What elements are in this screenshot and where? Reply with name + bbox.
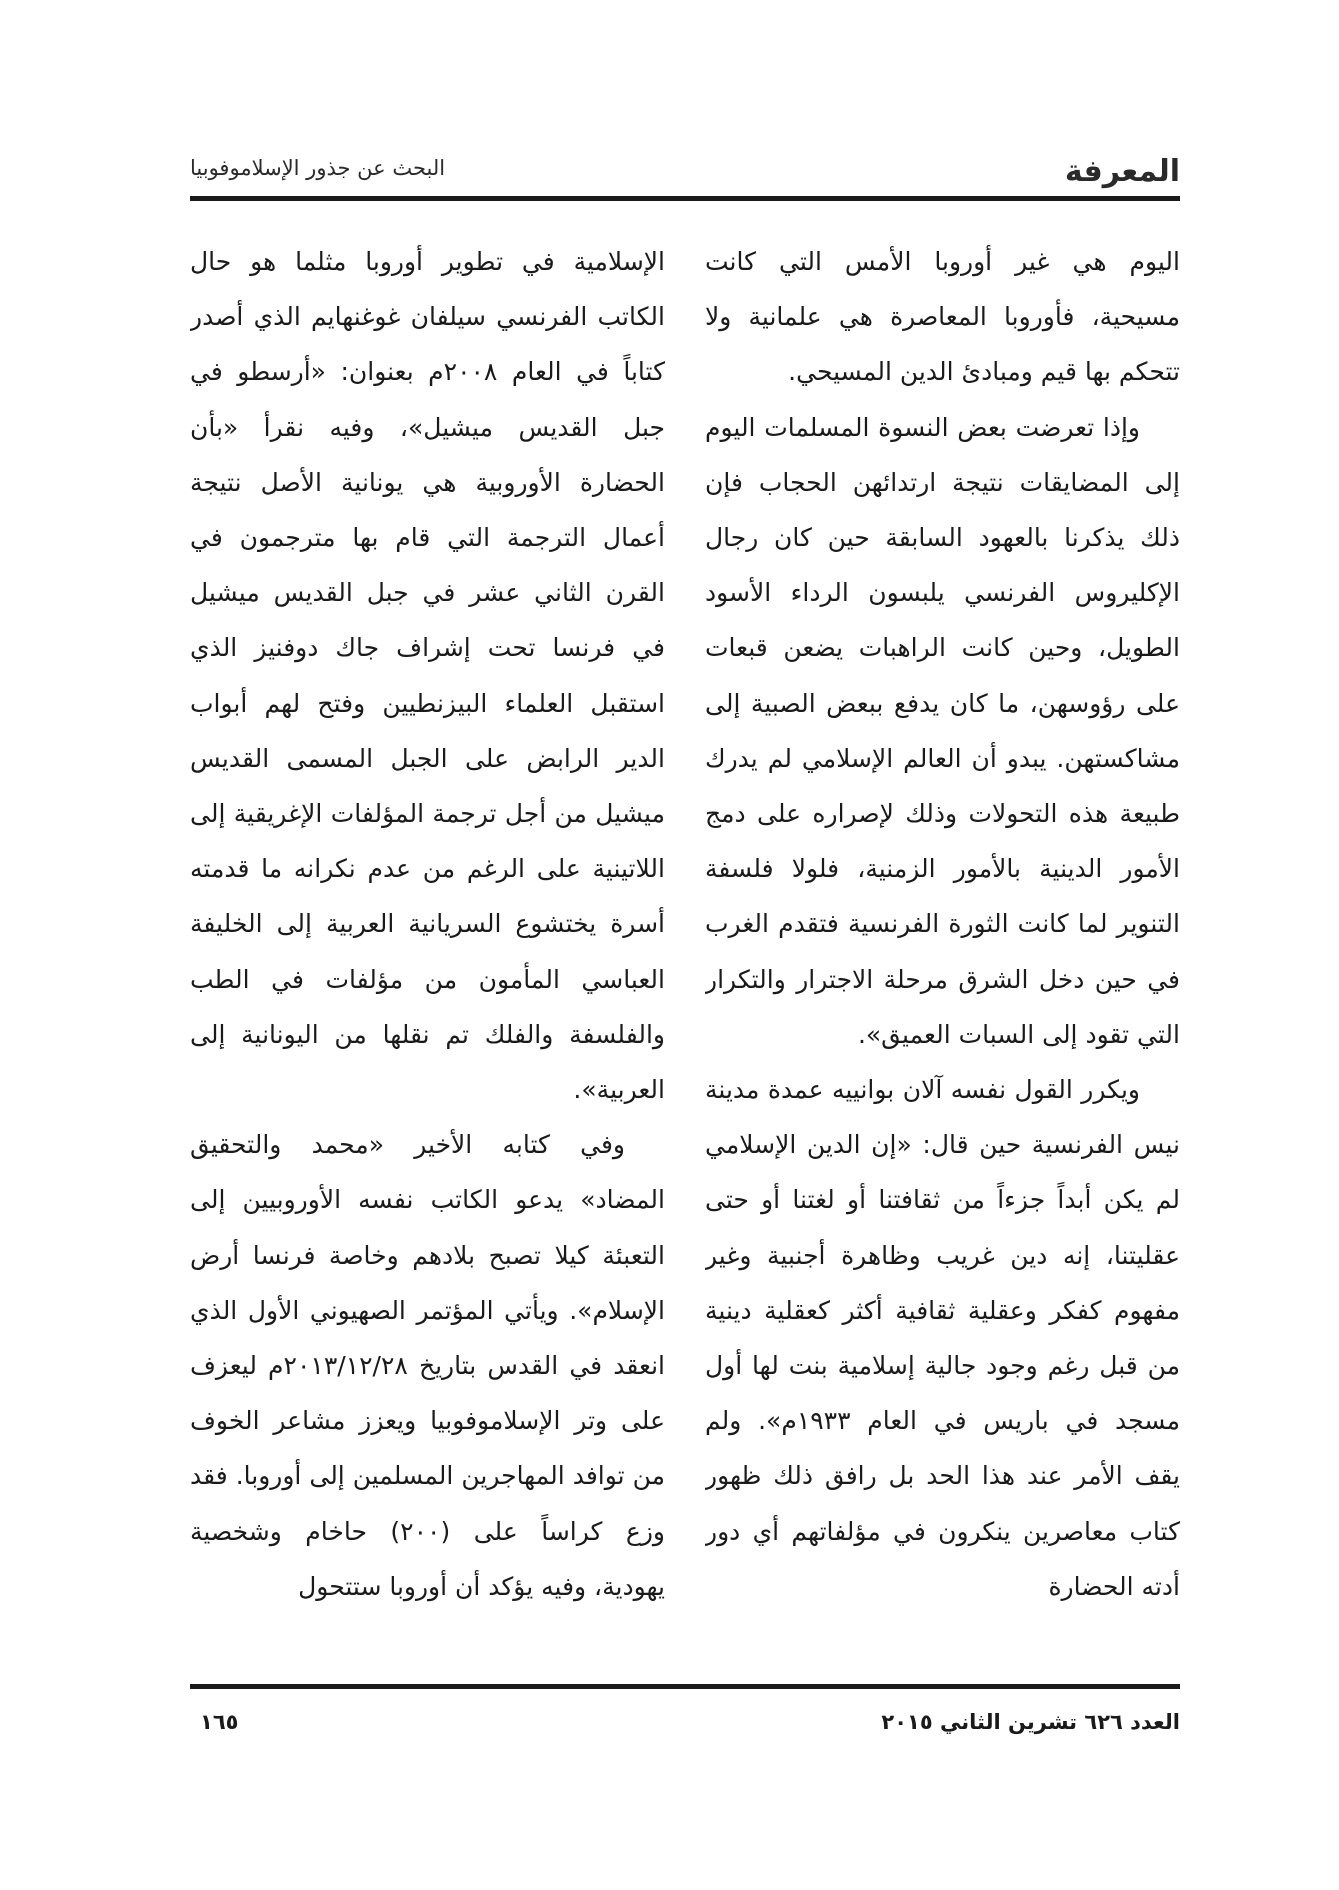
issue-info: العدد ٦٢٦ تشرين الثاني ٢٠١٥ [881, 1710, 1180, 1734]
paragraph: وفي كتابه الأخير «محمد والتحقيق المضاد» يدعو الكاتب نفسه الأوروبيين إلى التعبئة كيلا تصبح بلادهم وخاصة فرنسا أرض الإسلام». ويأتي المؤتمر الصهيوني الأول الذي انعقد في القدس بتاريخ ٢٠١٣/١٢/٢٨م ليعزف على وتر الإسلاموفوبيا ويعزز مشاعر الخوف من توافد المهاجرين المسلمين إلى أوروبا. فقد وزع كراساً على (٢٠٠) حاخام وشخصية يهودية، وفيه يؤكد أن أوروبا ستتحول [190, 1130, 665, 1601]
left-column [190, 234, 665, 1674]
paragraph: وإذا تعرضت بعض النسوة المسلمات اليوم إلى المضايقات نتيجة ارتدائهن الحجاب فإن ذلك يذكرنا بالعهود السابقة حين كان رجال الإكليروس الفرنسي يلبسون الرداء الأسود الطويل، وحين كانت الراهبات يضعن قبعات على رؤوسهن، ما كان يدفع ببعض الصبية إلى مشاكستهن. يبدو أن العالم الإسلامي لم يدرك طبيعة هذه التحولات وذلك لإصراره على دمج الأمور الدينية بالأمور الزمنية، فلولا فلسفة التنوير لما كانت الثورة الفرنسية فتقدم الغرب في حين دخل الشرق مرحلة الاجترار والتكرار التي تقود إلى السبات العميق». [705, 412, 1180, 1049]
header-rule [190, 196, 1180, 201]
right-column [705, 234, 1180, 1674]
article-body [190, 234, 1180, 1674]
magazine-logo: المعرفة [1064, 154, 1180, 189]
page-footer [190, 1710, 1180, 1750]
paragraph: اليوم هي غير أوروبا الأمس التي كانت مسيحية، فأوروبا المعاصرة هي علمانية ولا تتحكم بها قيم ومبادئ الدين المسيحي. [705, 247, 1180, 387]
page-number: ١٦٥ [200, 1710, 239, 1734]
page-header [190, 150, 1180, 198]
footer-rule [190, 1684, 1180, 1689]
paragraph: الإسلامية في تطوير أوروبا مثلما هو حال الكاتب الفرنسي سيلفان غوغنهايم الذي أصدر كتاباً في العام ٢٠٠٨م بعنوان: «أرسطو في جبل القديس ميشيل»، وفيه نقرأ «بأن الحضارة الأوروبية هي يونانية الأصل نتيجة أعمال الترجمة التي قام بها مترجمون في القرن الثاني عشر في جبل القديس ميشيل في فرنسا تحت إشراف جاك دوفنيز الذي استقبل العلماء البيزنطيين وفتح لهم أبواب الدير الرابض على الجبل المسمى القديس ميشيل من أجل ترجمة المؤلفات الإغريقية إلى اللاتينية على الرغم من عدم نكرانه ما قدمته أسرة يختشوع السريانية العربية إلى الخليفة العباسي المأمون من مؤلفات في الطب والفلسفة والفلك تم نقلها من اليونانية إلى العربية». [190, 247, 665, 1105]
paragraph: ويكرر القول نفسه آلان بوانييه عمدة مدينة نيس الفرنسية حين قال: «إن الدين الإسلامي لم يكن أبداً جزءاً من ثقافتنا أو لغتنا أو حتى عقليتنا، إنه دين غريب وظاهرة أجنبية وغير مفهوم كفكر وعقلية ثقافية أكثر كعقلية دينية من قبل رغم وجود جالية إسلامية بنت لها أول مسجد في باريس في العام ١٩٣٣م». ولم يقف الأمر عند هذا الحد بل رافق ذلك ظهور كتاب معاصرين ينكرون في مؤلفاتهم أي دور أدته الحضارة [705, 1075, 1180, 1601]
running-title: البحث عن جذور الإسلاموفوبيا [190, 156, 446, 180]
